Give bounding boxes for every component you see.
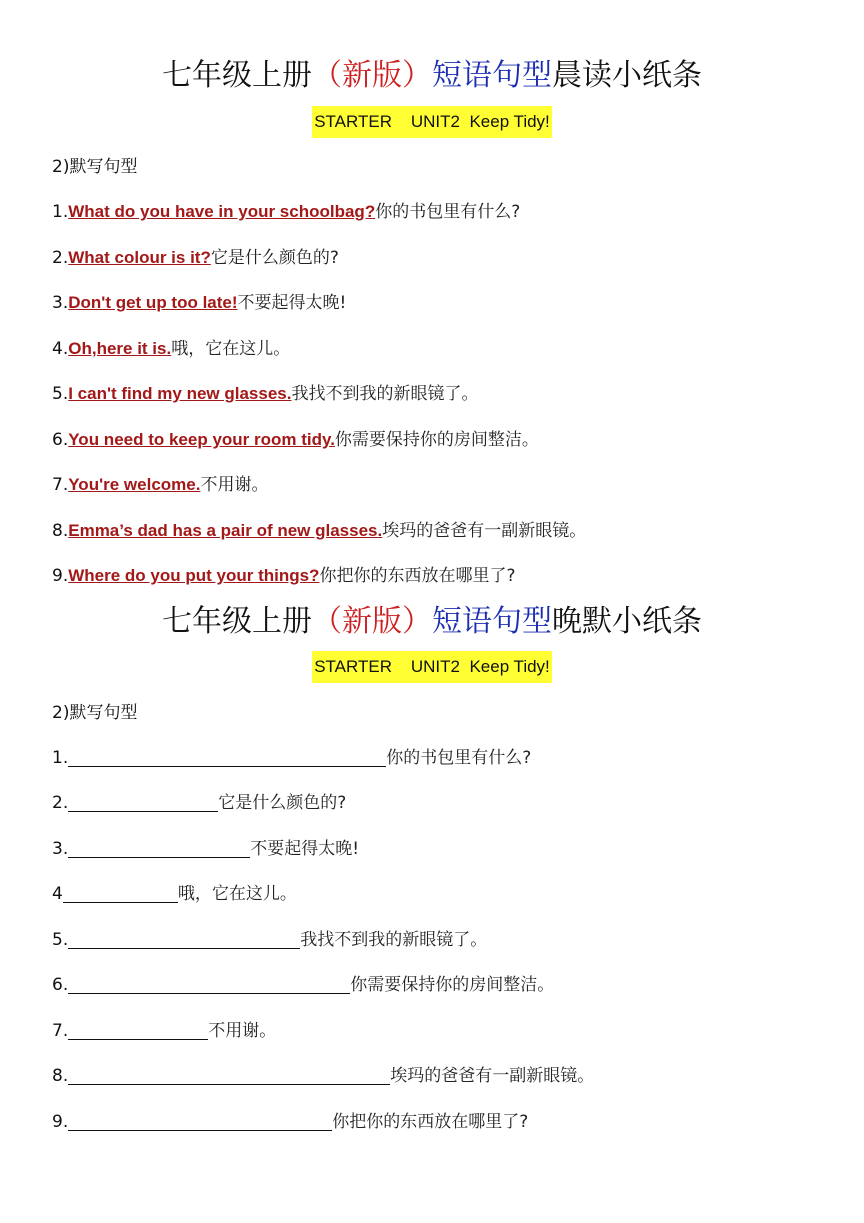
- title-part-grade: 七年级上册: [162, 58, 312, 93]
- item-number: 3.: [52, 293, 69, 313]
- item-answer: Emma’s dad has a pair of new glasses.: [68, 521, 383, 540]
- item-number: 9.: [52, 1112, 69, 1132]
- item-number: 1.: [52, 748, 69, 768]
- evening-item: [52, 1110, 528, 1134]
- item-number: 5.: [52, 930, 69, 950]
- item-translation: 我找不到我的新眼镜了。: [291, 384, 479, 404]
- morning-item: [52, 246, 339, 270]
- item-number: 7.: [52, 475, 69, 495]
- item-translation: 哦，它在这儿。: [171, 339, 291, 359]
- item-translation: 你把你的东西放在哪里了?: [332, 1112, 529, 1132]
- morning-title: [0, 56, 864, 96]
- item-translation: 它是什么颜色的?: [210, 248, 339, 268]
- morning-item: [52, 291, 346, 315]
- item-answer: You need to keep your room tidy.: [68, 430, 335, 449]
- item-translation: 埃玛的爸爸有一副新眼镜。: [382, 521, 587, 541]
- item-translation: 我找不到我的新眼镜了。: [300, 930, 488, 950]
- item-answer: Don't get up too late!: [68, 293, 238, 312]
- answer-blank[interactable]: [68, 1064, 390, 1085]
- title-part-edition: （新版）: [312, 58, 432, 93]
- title-part-topic: 短语句型: [432, 58, 552, 93]
- item-number: 9.: [52, 566, 69, 586]
- title-part-grade: 七年级上册: [162, 604, 312, 639]
- item-answer: I can't find my new glasses.: [68, 384, 292, 403]
- answer-blank[interactable]: [68, 1019, 208, 1040]
- item-translation: 它是什么颜色的?: [218, 793, 347, 813]
- answer-blank[interactable]: [68, 791, 218, 812]
- item-answer: You're welcome.: [68, 475, 201, 494]
- evening-item: [52, 746, 531, 770]
- morning-item: [52, 428, 539, 452]
- item-number: 4.: [52, 339, 69, 359]
- answer-blank[interactable]: [68, 973, 350, 994]
- item-answer: Where do you put your things?: [68, 566, 320, 585]
- item-number: 1.: [52, 202, 69, 222]
- item-translation: 你需要保持你的房间整洁。: [334, 430, 539, 450]
- item-number: 3.: [52, 839, 69, 859]
- morning-item: [52, 337, 290, 361]
- answer-blank[interactable]: [63, 882, 178, 903]
- item-translation: 你的书包里有什么?: [386, 748, 532, 768]
- item-number: 6.: [52, 975, 69, 995]
- evening-item: [52, 1064, 594, 1088]
- evening-unit-banner: STARTER UNIT2 Keep Tidy!: [312, 651, 552, 683]
- evening-item: [52, 928, 487, 952]
- item-translation: 不用谢。: [208, 1021, 277, 1041]
- item-number: 2.: [52, 248, 69, 268]
- morning-item: [52, 382, 478, 406]
- item-translation: 哦，它在这儿。: [177, 884, 297, 904]
- item-translation: 埃玛的爸爸有一副新眼镜。: [390, 1066, 595, 1086]
- item-number: 8.: [52, 521, 69, 541]
- evening-item: [52, 837, 359, 861]
- answer-blank[interactable]: [68, 837, 250, 858]
- title-part-kind: 晨读小纸条: [552, 58, 702, 93]
- morning-item: [52, 473, 268, 497]
- item-translation: 你的书包里有什么?: [375, 202, 521, 222]
- evening-item: [52, 1019, 276, 1043]
- answer-blank[interactable]: [68, 1110, 332, 1131]
- item-number: 5.: [52, 384, 69, 404]
- title-part-topic: 短语句型: [432, 604, 552, 639]
- item-translation: 不要起得太晚!: [250, 839, 360, 859]
- evening-title: [0, 602, 864, 642]
- morning-item: [52, 519, 586, 543]
- morning-unit-banner: STARTER UNIT2 Keep Tidy!: [312, 106, 552, 138]
- item-translation: 你把你的东西放在哪里了?: [319, 566, 516, 586]
- title-part-kind: 晚默小纸条: [552, 604, 702, 639]
- item-answer: What colour is it?: [68, 248, 211, 267]
- item-translation: 你需要保持你的房间整洁。: [350, 975, 555, 995]
- item-number: 7.: [52, 1021, 69, 1041]
- item-translation: 不用谢。: [200, 475, 269, 495]
- item-answer: Oh,here it is.: [68, 339, 172, 358]
- item-number: 6.: [52, 430, 69, 450]
- evening-item: [52, 973, 554, 997]
- item-answer: What do you have in your schoolbag?: [68, 202, 376, 221]
- item-translation: 不要起得太晚!: [237, 293, 347, 313]
- answer-blank[interactable]: [68, 746, 386, 767]
- item-number: 8.: [52, 1066, 69, 1086]
- title-part-edition: （新版）: [312, 604, 432, 639]
- answer-blank[interactable]: [68, 928, 300, 949]
- item-number: 2.: [52, 793, 69, 813]
- morning-item: [52, 200, 520, 224]
- evening-subhead: 2)默写句型: [52, 703, 138, 723]
- item-number: 4: [52, 884, 63, 904]
- morning-subhead: 2)默写句型: [52, 157, 138, 177]
- morning-item: [52, 564, 515, 588]
- evening-item: [52, 882, 297, 906]
- evening-item: [52, 791, 346, 815]
